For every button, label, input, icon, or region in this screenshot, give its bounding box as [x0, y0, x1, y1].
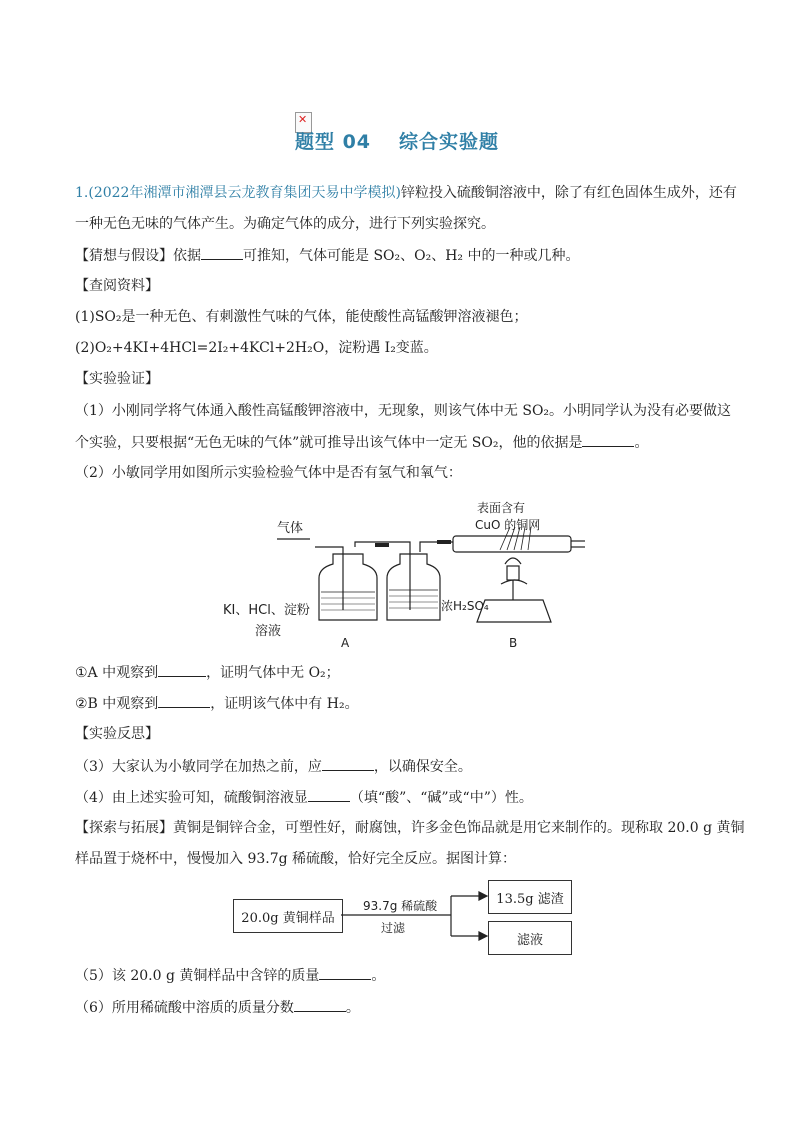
observe-a — [75, 662, 340, 683]
flow-sample-box: 20.0g 黄铜样品 — [233, 899, 343, 933]
lookup-item-1: (1)SO₂是一种无色、有刺激性气味的气体，能使酸性高锰酸钾溶液褪色； — [75, 309, 528, 325]
verify-p1b-post: 。 — [634, 435, 649, 451]
title-topic: 综合实验题 — [399, 131, 500, 153]
apparatus-figure — [215, 492, 595, 657]
reflect-p4-pre: （4）由上述实验可知，硫酸铜溶液显 — [75, 790, 308, 806]
title-type: 题型 04 — [294, 131, 372, 153]
flow-acid-label: 93.7g 稀硫酸 — [363, 899, 438, 913]
observe-a-pre: ①A 中观察到 — [75, 665, 159, 681]
verify-p1b-pre: 个实验，只要根据“无色无味的气体”就可推导出该气体中一定无 SO₂，他的依据是 — [75, 435, 583, 451]
lookup-heading: 【查阅资料】 — [75, 278, 159, 294]
flow-filtrate-box: 滤液 — [488, 921, 572, 955]
reflect-p4 — [75, 787, 533, 808]
flow-arrows — [341, 880, 491, 960]
lookup-item-2: (2)O₂+4KI+4HCl=2I₂+4KCl+2H₂O，淀粉遇 I₂变蓝。 — [75, 340, 438, 356]
intro-text: 锌粒投入硫酸铜溶液中，除了有红色固体生成外，还有 — [400, 185, 737, 201]
reflect-p3-pre: （3）大家认为小敏同学在加热之前，应 — [75, 759, 322, 775]
answer-blank[interactable] — [582, 432, 634, 447]
answer-blank[interactable] — [201, 245, 243, 260]
calc-p6-post: 。 — [345, 1000, 360, 1016]
guess-heading: 【猜想与假设】 — [75, 248, 173, 264]
observe-b-post: ，证明该气体中有 H₂。 — [210, 696, 359, 712]
mesh-label-2: CuO 的铜网 — [475, 518, 541, 532]
combustion-tube — [453, 536, 571, 552]
verify-p2: （2）小敏同学用如图所示实验检验气体中是否有氢气和氧气： — [75, 465, 462, 481]
connector — [375, 543, 389, 547]
explore-line-a — [75, 818, 744, 838]
question-number: 1. — [75, 185, 89, 201]
answer-blank[interactable] — [322, 756, 374, 771]
intro-text-2: 一种无色无味的气体产生。为确定气体的成分，进行下列实验探究。 — [75, 216, 495, 232]
guess-pre: 依据 — [173, 248, 201, 264]
explore-heading: 【探索与拓展】 — [75, 820, 173, 836]
answer-blank[interactable] — [319, 965, 371, 980]
calc-p6-pre: （6）所用稀硫酸中溶质的质量分数 — [75, 1000, 294, 1016]
question-intro — [75, 183, 737, 203]
reflect-p3 — [75, 756, 472, 777]
calc-p5-post: 。 — [371, 968, 386, 984]
guess-line — [75, 245, 580, 266]
answer-blank[interactable] — [294, 997, 346, 1012]
label-b: B — [509, 636, 518, 650]
acid-label: 浓H₂SO₄ — [441, 599, 489, 613]
reagent-label-2: 溶液 — [255, 624, 282, 639]
flow-filter-label: 过滤 — [381, 921, 406, 935]
verify-heading: 【实验验证】 — [75, 371, 159, 387]
gas-label: 气体 — [277, 521, 304, 536]
guess-post: 可推知，气体可能是 SO₂、O₂、H₂ 中的一种或几种。 — [243, 248, 580, 264]
explore-line-b: 样品置于烧杯中，慢慢加入 93.7g 稀硫酸，恰好完全反应。据图计算： — [75, 851, 517, 867]
explore-text: 黄铜是铜锌合金，可塑性好，耐腐蚀，许多金色饰品就是用它来制作的。现称取 20.0 g 黄铜 — [173, 820, 745, 836]
mesh-label: 表面含有 — [477, 501, 526, 515]
calc-p5 — [75, 965, 385, 986]
connector — [437, 540, 451, 544]
answer-blank[interactable] — [158, 662, 206, 677]
calc-p5-pre: （5）该 20.0 g 黄铜样品中含锌的质量 — [75, 968, 320, 984]
answer-blank[interactable] — [308, 787, 350, 802]
flow-residue-box: 13.5g 滤渣 — [488, 880, 572, 914]
bottle-dry — [387, 554, 440, 620]
observe-b — [75, 693, 359, 714]
page-title — [0, 127, 794, 154]
observe-b-pre: ②B 中观察到 — [75, 696, 159, 712]
calc-p6 — [75, 997, 360, 1018]
verify-p1a: （1）小刚同学将气体通入酸性高锰酸钾溶液中，无现象，则该气体中无 SO₂。小明同学认为没有必要做这 — [75, 403, 732, 419]
verify-p1b — [75, 432, 648, 453]
label-a: A — [341, 636, 350, 650]
reflect-heading: 【实验反思】 — [75, 726, 159, 742]
reflect-p4-post: （填“酸”、“碱”或“中”）性。 — [349, 790, 533, 806]
observe-a-post: ，证明气体中无 O₂； — [206, 665, 340, 681]
reagent-label: KI、HCl、淀粉 — [223, 603, 310, 618]
question-source: (2022年湘潭市湘潭县云龙教育集团天易中学模拟) — [88, 185, 401, 201]
reflect-p3-post: ，以确保安全。 — [373, 759, 472, 775]
answer-blank[interactable] — [158, 693, 210, 708]
